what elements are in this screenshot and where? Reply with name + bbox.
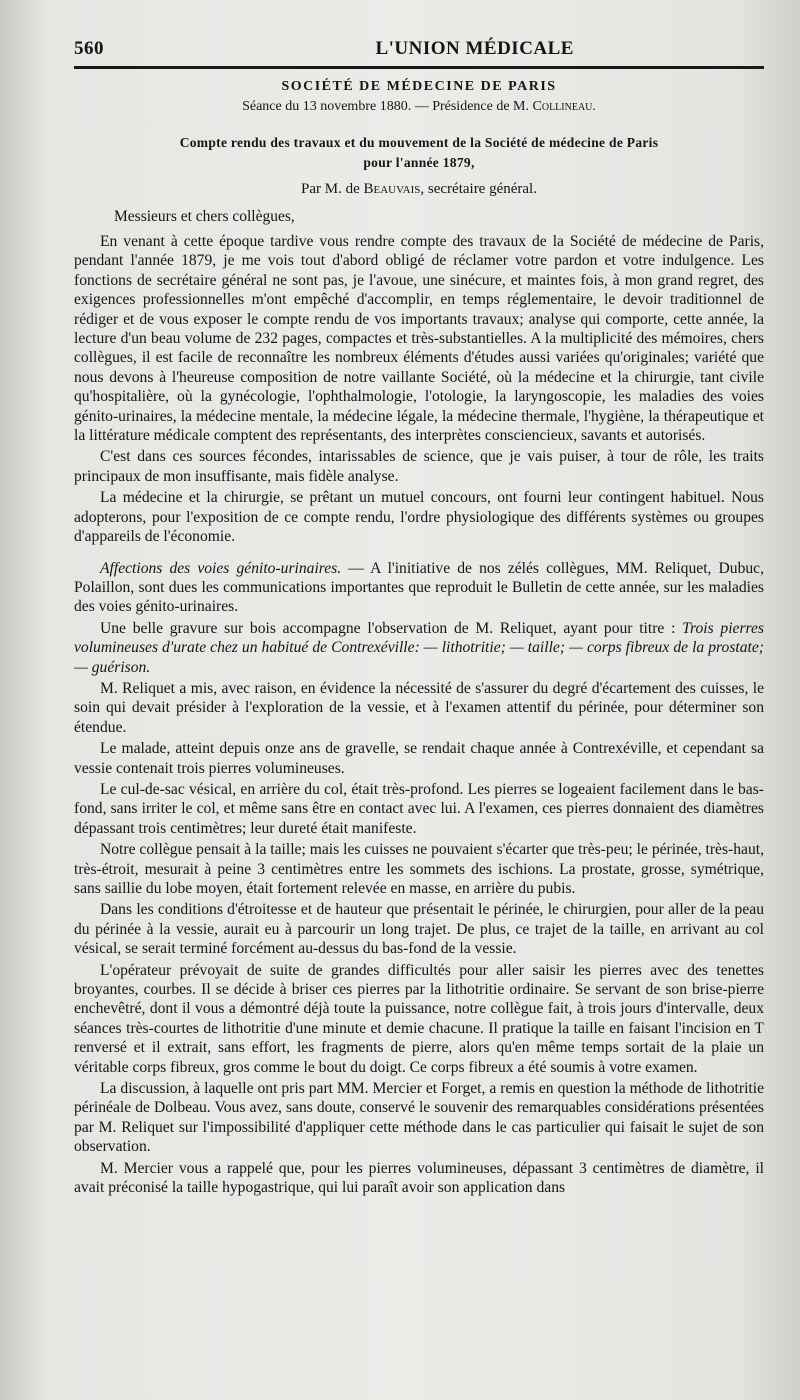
- author-prefix: Par M. de: [301, 181, 364, 197]
- page-number: 560: [74, 38, 104, 59]
- paragraph: Notre collègue pensait à la taille; mais les cuisses ne pouvaient s'écarter que très-peu; le périnée, très-haut, très-étroit, mesurait à peine 3 centimètres entre les sommets des ischions. La prostate, grosse, symétrique, sans saillie du lobe moyen, était fortement relevée en masse, en arrière du pubis.: [74, 841, 764, 897]
- article-body: [74, 232, 764, 1198]
- running-header: [74, 38, 764, 60]
- paragraph: Le cul-de-sac vésical, en arrière du col, était très-profond. Les pierres se logeaient facilement dans le bas-fond, sans irriter le col, et même sans être en contact avec lui. A l'examen, ces pierres donnaient des diamètres dépassant trois centimètres; leur dureté était manifeste.: [74, 780, 764, 837]
- header-rule: [74, 66, 764, 69]
- seance-text: Séance du 13 novembre 1880. — Présidence de M.: [242, 99, 533, 114]
- paragraph: La discussion, à laquelle ont pris part MM. Mercier et Forget, a remis en question la méthode de lithotritie périnéale de Dolbeau. Vous avez, sans doute, conservé le souvenir des remarquables considérations présentées par M. Reliquet sur l'impossibilité d'appliquer cette méthode dans le cas particulier qui faisait le sujet de son observation.: [74, 1080, 764, 1156]
- paragraph: [74, 619, 764, 677]
- author-name: Beauvais: [363, 181, 421, 197]
- section-title-italic: Affections des voies génito-urinaires.: [100, 559, 342, 577]
- paragraph: En venant à cette époque tardive vous rendre compte des travaux de la Société de médecine de Paris, pendant l'année 1879, je me vois tout d'abord obligé de réclamer votre pardon et votre indulgence. Les fonctions de secrétaire général ne sont pas, je l'avoue, une sinécure, et maintes fois, à mon grand regret, des exigences professionnelles m'ont empêché d'accomplir, en temps réglementaire, le devoir traditionnel de rédiger et de vous exposer le compte rendu de vos importants travaux; analyse qui comporte, cette année, la lecture d'un beau volume de 232 pages, compactes et très-substantielles. A la multiplicité des mémoires, chers collègues, il est facile de reconnaître les nombreux éléments d'études aussi variées qu'originales; variété que nous devons à l'heureuse composition de notre vaillante Société, où la médecine et la chirurgie, tant civile qu'hospitalière, où la gynécologie, l'ophthalmologie, l'otologie, la laryngoscopie, les maladies des voies génito-urinaires, la médecine mentale, la médecine légale, la médecine thermale, l'hygiène, la thérapeutique et la littérature médicale comptent des représentants, des interprètes consciencieux, savants et autorisés.: [74, 233, 764, 445]
- paragraph: L'opérateur prévoyait de suite de grandes difficultés pour aller saisir les pierres avec des tenettes broyantes, courbes. Il se décide à briser ces pierres par la lithotritie ordinaire. Se servant de son brise-pierre enchevêtré, dont il vous a démontré déjà toute la puissance, notre collègue fait, à trois jours d'intervalle, deux séances très-courtes de lithotritie d'une minute et demie chacune. Il pratique la taille en faisant l'incision en T renversé et il extrait, sans effort, les fragments de pierre, alors qu'en même temps sortait de la plaie un véritable corps fibreux, gros comme le bout du doigt. Ce corps fibreux a été soumis à votre examen.: [74, 961, 764, 1076]
- report-title-line1: Compte rendu des travaux et du mouvement de la Société de médecine de Paris: [179, 135, 659, 150]
- observation-title-italic: Trois pierres volumineuses d'urate chez un habitué de Contrexéville: — lithotritie; — taille; — corps fibreux de la prostate; — guérison.: [74, 619, 764, 676]
- author-suffix: , secrétaire général.: [420, 181, 537, 197]
- paragraph: La médecine et la chirurgie, se prêtant un mutuel concours, ont fourni leur contingent habituel. Nous adopterons, pour l'exposition de ce compte rendu, l'ordre physiologique des différents systèmes ou groupes d'appareils de l'économie.: [74, 489, 764, 546]
- paragraph-text: — A l'initiative de nos zélés collègues, MM. Reliquet, Dubuc, Polaillon, sont dues les communications importantes que reproduit le Bulletin de cette année, sur les maladies des voies génito-urinaires.: [74, 559, 764, 616]
- society-heading: SOCIÉTÉ DE MÉDECINE DE PARIS: [281, 79, 557, 94]
- seance-line: [74, 99, 764, 115]
- paragraph: M. Reliquet a mis, avec raison, en évidence la nécessité de s'assurer du degré d'écartement des cuisses, le soin qui devait présider à l'exploration de la vessie, et à l'examen attentif du périnée, pour déterminer son étendue.: [74, 679, 764, 736]
- paragraph: C'est dans ces sources fécondes, intarissables de science, que je vais puiser, à tour de rôle, les traits principaux de mon insuffisante, mais fidèle analyse.: [74, 448, 764, 485]
- paragraph: Dans les conditions d'étroitesse et de hauteur que présentait le périnée, le chirurgien, pour aller de la peau du périnée à la vessie, aurait eu à parcourir un long trajet. De plus, ce trajet de la taille, en arrivant au col vésical, se serait terminé forcément au-dessus du bas-fond de la vessie.: [74, 901, 764, 958]
- author-line: [74, 181, 764, 198]
- report-title: [74, 133, 764, 173]
- paragraph: Le malade, atteint depuis onze ans de gravelle, se rendait chaque année à Contrexéville, et cependant sa vessie contenait trois pierres volumineuses.: [74, 740, 764, 777]
- salutation: Messieurs et chers collègues,: [114, 208, 295, 225]
- paragraph-text: Une belle gravure sur bois accompagne l'observation de M. Reliquet, ayant pour titre :: [100, 619, 683, 637]
- paragraph: [74, 559, 764, 617]
- report-title-line2: pour l'année 1879,: [363, 155, 475, 170]
- president-name: Collineau.: [532, 99, 596, 114]
- journal-title: L'UNION MÉDICALE: [375, 38, 574, 59]
- paragraph: M. Mercier vous a rappelé que, pour les pierres volumineuses, dépassant 3 centimètres de diamètre, il avait préconisé la taille hypogastrique, qui lui paraît avoir son application dans: [74, 1159, 764, 1197]
